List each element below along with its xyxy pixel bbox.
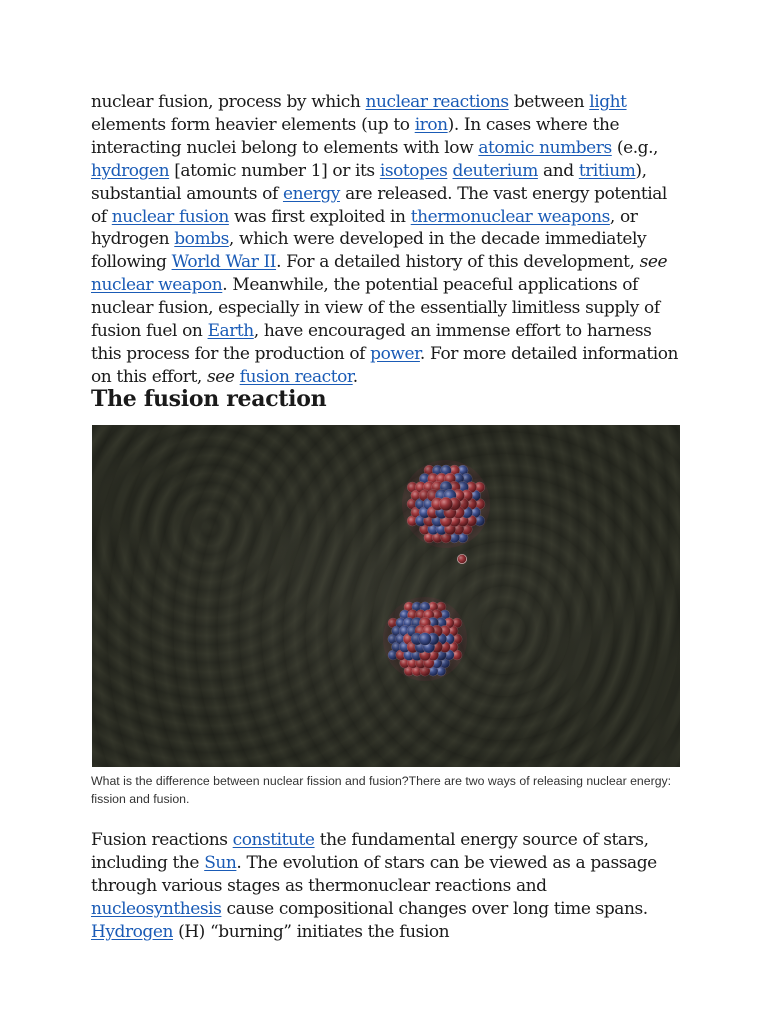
link-light[interactable]: light	[589, 92, 627, 112]
text: nuclear fusion, process by which	[91, 92, 366, 112]
see-italic: see	[206, 366, 235, 387]
text: cause compositional changes over long time spans.	[221, 898, 648, 919]
text: , have encouraged an immense effort to harness this process for the production of	[91, 321, 652, 364]
text: . Meanwhile, the potential peaceful applications of nuclear fusion, especially in view of the essentially limitless supply of fusion fuel on	[91, 275, 660, 342]
link-power[interactable]: power	[370, 343, 420, 364]
text: [atomic number 1] or its	[169, 160, 380, 181]
link-nuclear-reactions[interactable]: nuclear reactions	[365, 92, 509, 112]
text: (H) “burning” initiates the fusion	[172, 921, 450, 942]
link-isotopes[interactable]: isotopes	[379, 160, 448, 181]
text: are released. The vast energy potential of	[91, 183, 667, 227]
link-iron[interactable]: iron	[414, 114, 448, 135]
fusion-video-thumbnail[interactable]	[92, 425, 680, 767]
text: , which were developed in the decade immediately following	[91, 229, 647, 273]
link-thermonuclear-weapons[interactable]: thermonuclear weapons	[410, 206, 610, 227]
text: ), substantial amounts of	[91, 160, 647, 204]
link-earth[interactable]: Earth	[207, 321, 254, 342]
link-hydrogen[interactable]: hydrogen	[91, 160, 170, 181]
see-italic: see	[639, 252, 668, 273]
body-paragraph	[91, 829, 681, 944]
text: .	[352, 366, 358, 387]
text: . The evolution of stars can be viewed as a passage through various stages as thermonuclear reactions and	[91, 852, 657, 896]
text: . For more detailed information on this effort,	[91, 343, 679, 387]
link-nucleosynthesis[interactable]: nucleosynthesis	[91, 898, 222, 919]
background-texture	[92, 425, 680, 767]
text: between	[508, 92, 590, 112]
link-world-war-ii[interactable]: World War II	[171, 252, 277, 273]
link-deuterium[interactable]: deuterium	[452, 160, 538, 181]
link-sun[interactable]: Sun	[204, 852, 237, 873]
link-nuclear-weapon[interactable]: nuclear weapon	[91, 275, 223, 296]
text: , or hydrogen	[91, 206, 638, 250]
section-heading: The fusion reaction	[91, 386, 327, 412]
text: Fusion reactions	[91, 830, 233, 850]
link-hydrogen-body[interactable]: Hydrogen	[91, 921, 173, 942]
text: ). In cases where the interacting nuclei belong to elements with low	[91, 114, 620, 158]
link-constitute[interactable]: constitute	[232, 830, 315, 850]
text: . For a detailed history of this development,	[276, 252, 640, 273]
figure-caption: What is the difference between nuclear fission and fusion?There are two ways of releasing nuclear energy: fission and fusion.	[91, 774, 672, 807]
link-fusion-reactor[interactable]: fusion reactor	[239, 366, 353, 387]
link-bombs[interactable]: bombs	[174, 229, 229, 250]
link-atomic-numbers[interactable]: atomic numbers	[478, 137, 612, 158]
text: the fundamental energy source of stars, including the	[91, 830, 649, 873]
link-nuclear-fusion[interactable]: nuclear fusion	[111, 206, 229, 227]
link-energy[interactable]: energy	[282, 183, 340, 204]
link-tritium[interactable]: tritium	[578, 160, 636, 181]
text: (e.g.,	[611, 137, 658, 158]
text: elements form heavier elements (up to	[91, 114, 415, 135]
text: was first exploited in	[228, 206, 411, 227]
intro-paragraph	[91, 91, 681, 389]
text: and	[537, 160, 579, 181]
